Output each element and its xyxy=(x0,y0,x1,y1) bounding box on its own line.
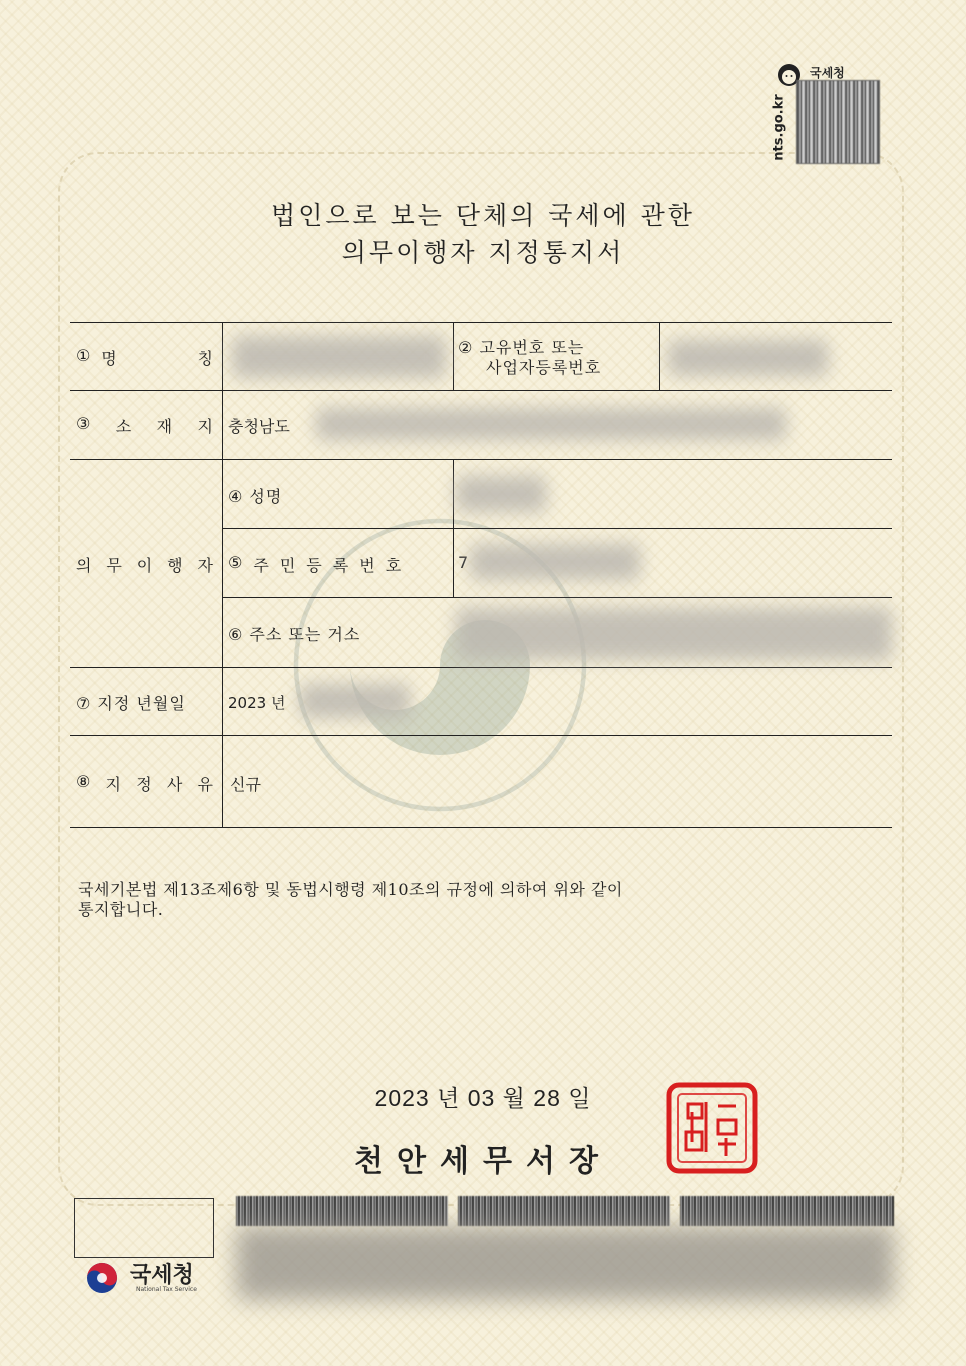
official-seal xyxy=(666,1082,758,1174)
redacted-name xyxy=(232,336,446,378)
label-person-name: ④ 성명 xyxy=(228,487,283,506)
barcode xyxy=(458,1196,670,1226)
designation-form-table xyxy=(70,322,892,828)
table-rule xyxy=(70,322,892,323)
issuing-office: 천안세무서장 xyxy=(354,1144,612,1179)
qr-code xyxy=(796,80,880,164)
address-province: 충청남도 xyxy=(228,417,290,436)
label-business-number: ② 고유번호 또는 사업자등록번호 xyxy=(458,338,602,377)
label-person-address: ⑥ 주소 또는 거소 xyxy=(228,625,361,644)
notice-line-1: 국세기본법 제13조제6항 및 동법시행령 제10조의 규정에 의하여 위와 같이 xyxy=(78,880,623,899)
label-resident-number: ⑤ 주 민 등 록 번 호 xyxy=(228,553,403,575)
resident-number-prefix: 7 xyxy=(458,553,469,572)
redacted-person-name xyxy=(456,476,546,512)
nts-english-name: National Tax Service xyxy=(136,1286,197,1293)
label-designation-reason: ⑧ 지 정 사 유 xyxy=(76,772,214,794)
table-rule xyxy=(659,322,660,390)
redacted-designation-date xyxy=(300,684,410,718)
site-url: nts.go.kr xyxy=(771,94,787,161)
redacted-verification-code xyxy=(236,1226,894,1300)
nts-korean-name: 국세청 xyxy=(130,1263,194,1288)
label-designation-date: ⑦ 지정 년월일 xyxy=(76,694,186,713)
table-rule xyxy=(453,322,454,390)
issue-date: 2023 년 03 월 28 일 xyxy=(374,1085,592,1111)
redacted-business-number xyxy=(668,340,828,376)
nts-qr-block xyxy=(770,62,882,162)
legal-notice xyxy=(78,880,778,920)
redacted-resident-number xyxy=(470,544,640,580)
redacted-person-address xyxy=(456,608,892,660)
stamp-box xyxy=(74,1198,214,1258)
table-rule xyxy=(70,459,892,460)
table-rule xyxy=(70,735,892,736)
document-title-line-2: 의무이행자 지정통지서 xyxy=(341,238,625,267)
document-title-line-1: 법인으로 보는 단체의 국세에 관한 xyxy=(271,201,695,230)
label-obligor: 의 무 이 행 자 xyxy=(76,556,214,575)
agency-label: 국세청 xyxy=(810,66,845,80)
barcode xyxy=(236,1196,448,1226)
taegeuk-logo-icon xyxy=(86,1262,118,1294)
designation-reason: 신규 xyxy=(230,775,261,794)
table-rule xyxy=(222,322,223,827)
nts-footer-logo xyxy=(86,1258,246,1298)
designation-date-year: 2023 년 xyxy=(228,694,286,712)
table-rule xyxy=(70,667,892,668)
table-rule xyxy=(222,597,892,598)
table-rule xyxy=(222,528,892,529)
table-rule xyxy=(453,459,454,597)
label-address: ③ 소 재 지 xyxy=(76,414,214,436)
table-rule xyxy=(70,827,892,828)
label-name: ① 명 칭 xyxy=(76,346,214,368)
barcode xyxy=(680,1196,894,1226)
notice-line-2: 통지합니다. xyxy=(78,900,164,919)
table-rule xyxy=(70,390,892,391)
redacted-address xyxy=(316,408,786,440)
